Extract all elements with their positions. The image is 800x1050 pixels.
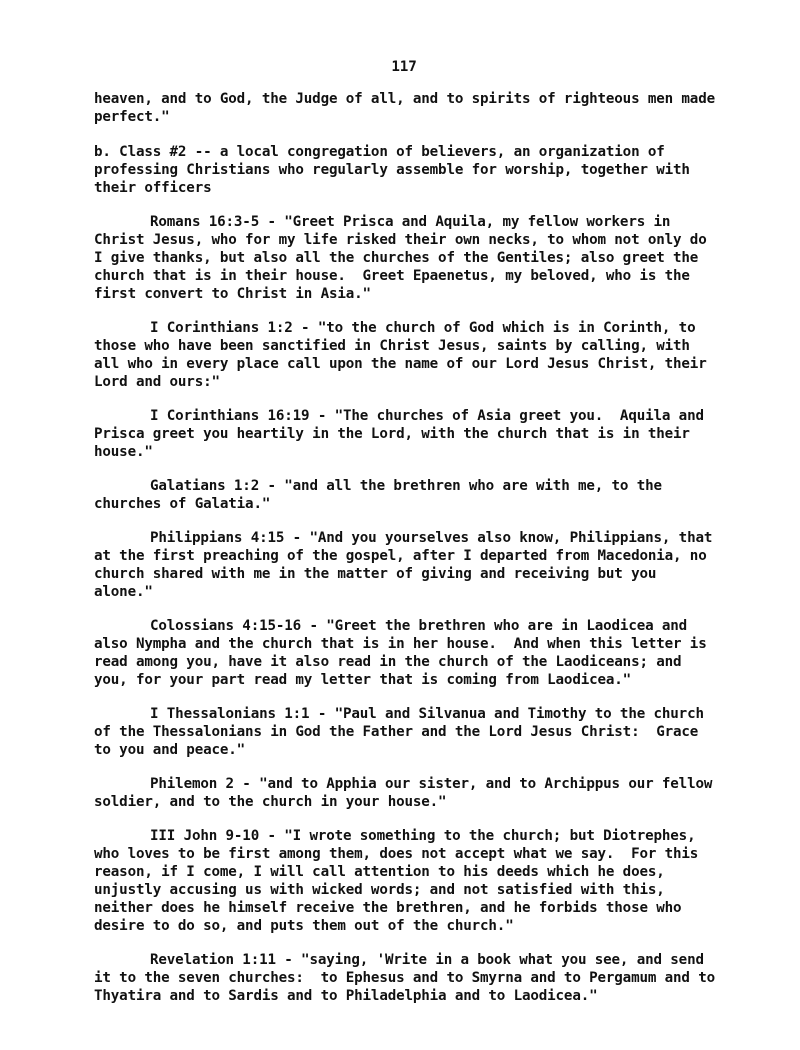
3-john-9-10-quote: III John 9-10 - "I wrote something to the church; but Diotrephes, who loves to be first among them, does not accept what we say. For this reason, if I come, I will call attention to his deeds which he does, unjustly accusing us with wicked words; and not satisfied with this, neither does he himself receive the brethren, and he forbids those who desire to do so, and puts them out of the church." [94,828,699,934]
1-corinthians-1-2-quote: I Corinthians 1:2 - "to the church of God which is in Corinth, to those who have been sanctified in Christ Jesus, saints by calling, with all who in every place call upon the name of our Lord Jesus Christ, their Lord and ours:" [94,320,707,390]
philippians-4-15-quote: Philippians 4:15 - "And you yourselves also know, Philippians, that at the first preaching of the gospel, after I departed from Macedonia, no church shared with me in the matter of giving and receiving but you alone." [94,530,713,600]
revelation-1-11-quote: Revelation 1:11 - "saying, 'Write in a book what you see, and send it to the seven churches: to Ephesus and to Smyrna and to Pergamum and to Thyatira and to Sardis and to Philadelphia and to Laodicea." [94,952,715,1004]
class-2-heading-paragraph: b. Class #2 -- a local congregation of believers, an organization of professing Christians who regularly assemble for worship, together with their officers [94,144,690,196]
1-thessalonians-1-1-quote: I Thessalonians 1:1 - "Paul and Silvanua and Timothy to the church of the Thessalonians in God the Father and the Lord Jesus Christ: Grace to you and peace." [94,706,704,758]
1-corinthians-16-19-quote: I Corinthians 16:19 - "The churches of Asia greet you. Aquila and Prisca greet you heartily in the Lord, with the church that is in their house." [94,408,704,460]
page-number: 117 [391,59,417,75]
colossians-4-15-16-quote: Colossians 4:15-16 - "Greet the brethren who are in Laodicea and also Nympha and the church that is in her house. And when this letter is read among you, have it also read in the church of the Laodiceans; and you, for your part read my letter that is coming from Laodicea." [94,618,707,688]
romans-16-3-5-quote: Romans 16:3-5 - "Greet Prisca and Aquila, my fellow workers in Christ Jesus, who for my life risked their own necks, to whom not only do I give thanks, but also all the churches of the Gentiles; also greet the church that is in their house. Greet Epaenetus, my beloved, who is the first convert to Christ in Asia." [94,214,707,302]
galatians-1-2-quote: Galatians 1:2 - "and all the brethren who are with me, to the churches of Galatia." [94,478,662,512]
philemon-2-quote: Philemon 2 - "and to Apphia our sister, and to Archippus our fellow soldier, and to the church in your house." [94,776,713,810]
continuation-paragraph: heaven, and to God, the Judge of all, and to spirits of righteous men made perfect." [94,91,715,125]
body-text [94,90,744,1021]
